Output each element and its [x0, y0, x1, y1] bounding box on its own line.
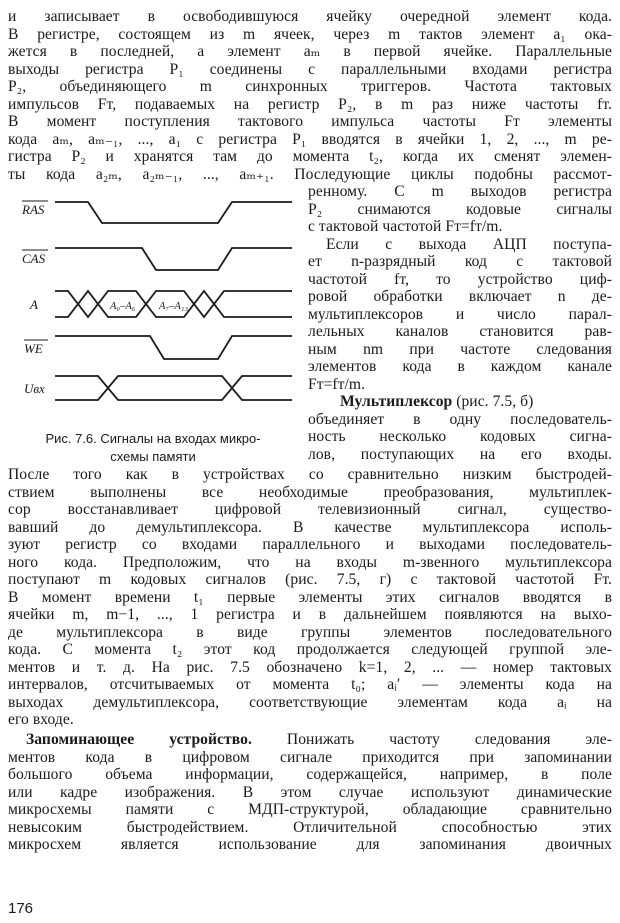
text-line: зуют регистр со входами параллельного и выходами последователь- — [8, 536, 612, 553]
text-line: ячейки m, m−1, ..., 1 регистра и в дальнейшем появляются на выхо- — [8, 606, 612, 623]
text-line: выходы регистра P₁ соединены с параллельными входами регистра — [8, 60, 612, 78]
mux-ref: (рис. 7.5, б) — [452, 393, 534, 410]
text-line: ровой обработки включает n де- — [308, 288, 612, 305]
memory-heading: Запоминающее устройство. — [26, 731, 252, 748]
text-line: В регистре, состоящем из m ячеек, через m тактов элемент a₁ ока- — [8, 25, 612, 43]
we-waveform — [55, 336, 292, 359]
text-line: поступают m кодовых сигналов (рис. 7.5, г) с тактовой частотой Fт. — [8, 571, 612, 588]
ras-label: RAS — [22, 202, 45, 217]
text-line: и записывает в освободившуюся ячейку очередной элемент кода. — [8, 8, 612, 25]
text-line: выходах демультиплексора, соответствующие элементам кода aᵢ на — [8, 693, 612, 711]
text-line: ет n-разрядный код с тактовой — [308, 253, 612, 270]
text-line: лельных каналов становится рав- — [308, 323, 612, 340]
uin-waveform — [55, 376, 292, 400]
text-line: Fт=fт/m. — [308, 375, 366, 393]
mux-heading: Мультиплексор — [340, 393, 453, 410]
text-line: P₂ снимаются кодовые сигналы — [308, 200, 612, 218]
cas-label: CAS — [22, 251, 46, 266]
text-line: ментов и т. д. На рис. 7.5 обозначено k=1, 2, ... — номер тактовых — [8, 658, 612, 676]
figure-caption-line-1: Рис. 7.6. Сигналы на входах микро- — [45, 431, 261, 446]
text-line: интервалов, отсчитываемых от момента t₀; aᵢ′ — элементы кода на — [8, 676, 612, 693]
mux-heading-line — [340, 393, 612, 410]
cas-waveform — [55, 248, 292, 270]
page-number: 176 — [8, 900, 34, 917]
text-line: ствием выполнены все необходимые преобразования, мультиплек- — [8, 483, 612, 501]
text-line: В момент времени t₁ первые элементы этих сигналов вводятся в — [8, 588, 612, 606]
uin-label: Uвх — [24, 381, 45, 396]
text-line: кода. С момента t₂ этот код продолжается следующей группой эле- — [8, 641, 612, 658]
figure-caption-line-2: схемы памяти — [110, 449, 196, 464]
timing-diagram — [0, 188, 304, 408]
text-line: ты кода a₂ₘ, a₂ₘ₋₁, ..., aₘ₊₁. Последующие циклы подобны рассмот- — [8, 165, 612, 183]
text-line: ментов кода в цифровом сигнале приходится при запоминании — [8, 748, 612, 766]
text-line: или кадре изображения. В этом случае используют динамические — [8, 783, 612, 801]
text-line: его входе. — [8, 711, 74, 728]
text-line: ным nm при частоте следования — [308, 340, 612, 358]
text-line: ность несколько кодовых сигна- — [308, 428, 612, 445]
text-line: вавший до демультиплексора. В качестве мультиплексора исполь- — [8, 518, 612, 536]
memory-heading-line — [26, 731, 612, 748]
text-line: В момент поступления тактового импульса частоты Fт элементы — [8, 113, 612, 130]
we-label: WE — [24, 341, 43, 356]
text-line: P₂, объединяющего m синхронных триггеров. Частота тактовых — [8, 78, 612, 95]
text-line: частотой fт, то устройство циф- — [308, 270, 612, 288]
text-line: с тактовой частотой Fт=fт/m. — [308, 218, 503, 235]
text-line: Если с выхода АЦП поступа- — [326, 235, 612, 253]
memory-first-text: Понижать частоту следования эле- — [251, 731, 612, 748]
text-line: жется в последней, а элемент aₘ в первой ячейке. Параллельные — [8, 43, 612, 60]
text-line: лов, поступающих на его входы. — [308, 445, 612, 463]
timing-diagram-figure — [0, 188, 304, 446]
text-line: ного кода. Предположим, что на входы m-звенного мультиплексора — [8, 553, 612, 571]
a-label: A — [30, 297, 38, 312]
text-line: элементов кода в каждом канале — [308, 358, 612, 375]
text-line: де мультиплексора в виде группы элементов последовательного — [8, 623, 612, 641]
text-line: микросхемы памяти с МДП-структурой, обладающие сравнительно — [8, 801, 612, 818]
text-line: кода aₘ, aₘ₋₁, ..., a₁ с регистра P₁ вводятся в ячейки 1, 2, ..., m ре- — [8, 130, 612, 148]
address-label-2: A₇–A₁₃ — [159, 301, 189, 312]
text-line: сор восстанавливает цифровой телевизионный сигнал, существо- — [8, 501, 612, 518]
text-line: ренному. С m выходов регистра — [308, 183, 612, 200]
text-line: микросхем является использование для запоминания двоичных — [8, 836, 612, 853]
text-line: большого объема информации, содержащейся, например, в поле — [8, 766, 612, 783]
text-line: импульсов Fт, подаваемых на регистр P₂, в m раз ниже частоты fт. — [8, 95, 612, 113]
text-line: После того как в устройствах со сравнительно низким быстродей- — [8, 466, 612, 483]
ras-waveform — [55, 202, 292, 223]
text-line: объединяет в одну последователь- — [308, 410, 612, 428]
text-line: мультиплексоров и число парал- — [308, 305, 612, 323]
text-line: невысоким быстродействием. Отличительной способностью этих — [8, 818, 612, 836]
text-line: гистра P₂ и хранятся там до момента t₂, когда их сменят элемен- — [8, 148, 612, 165]
address-label-1: A₀–A₆ — [110, 301, 136, 312]
